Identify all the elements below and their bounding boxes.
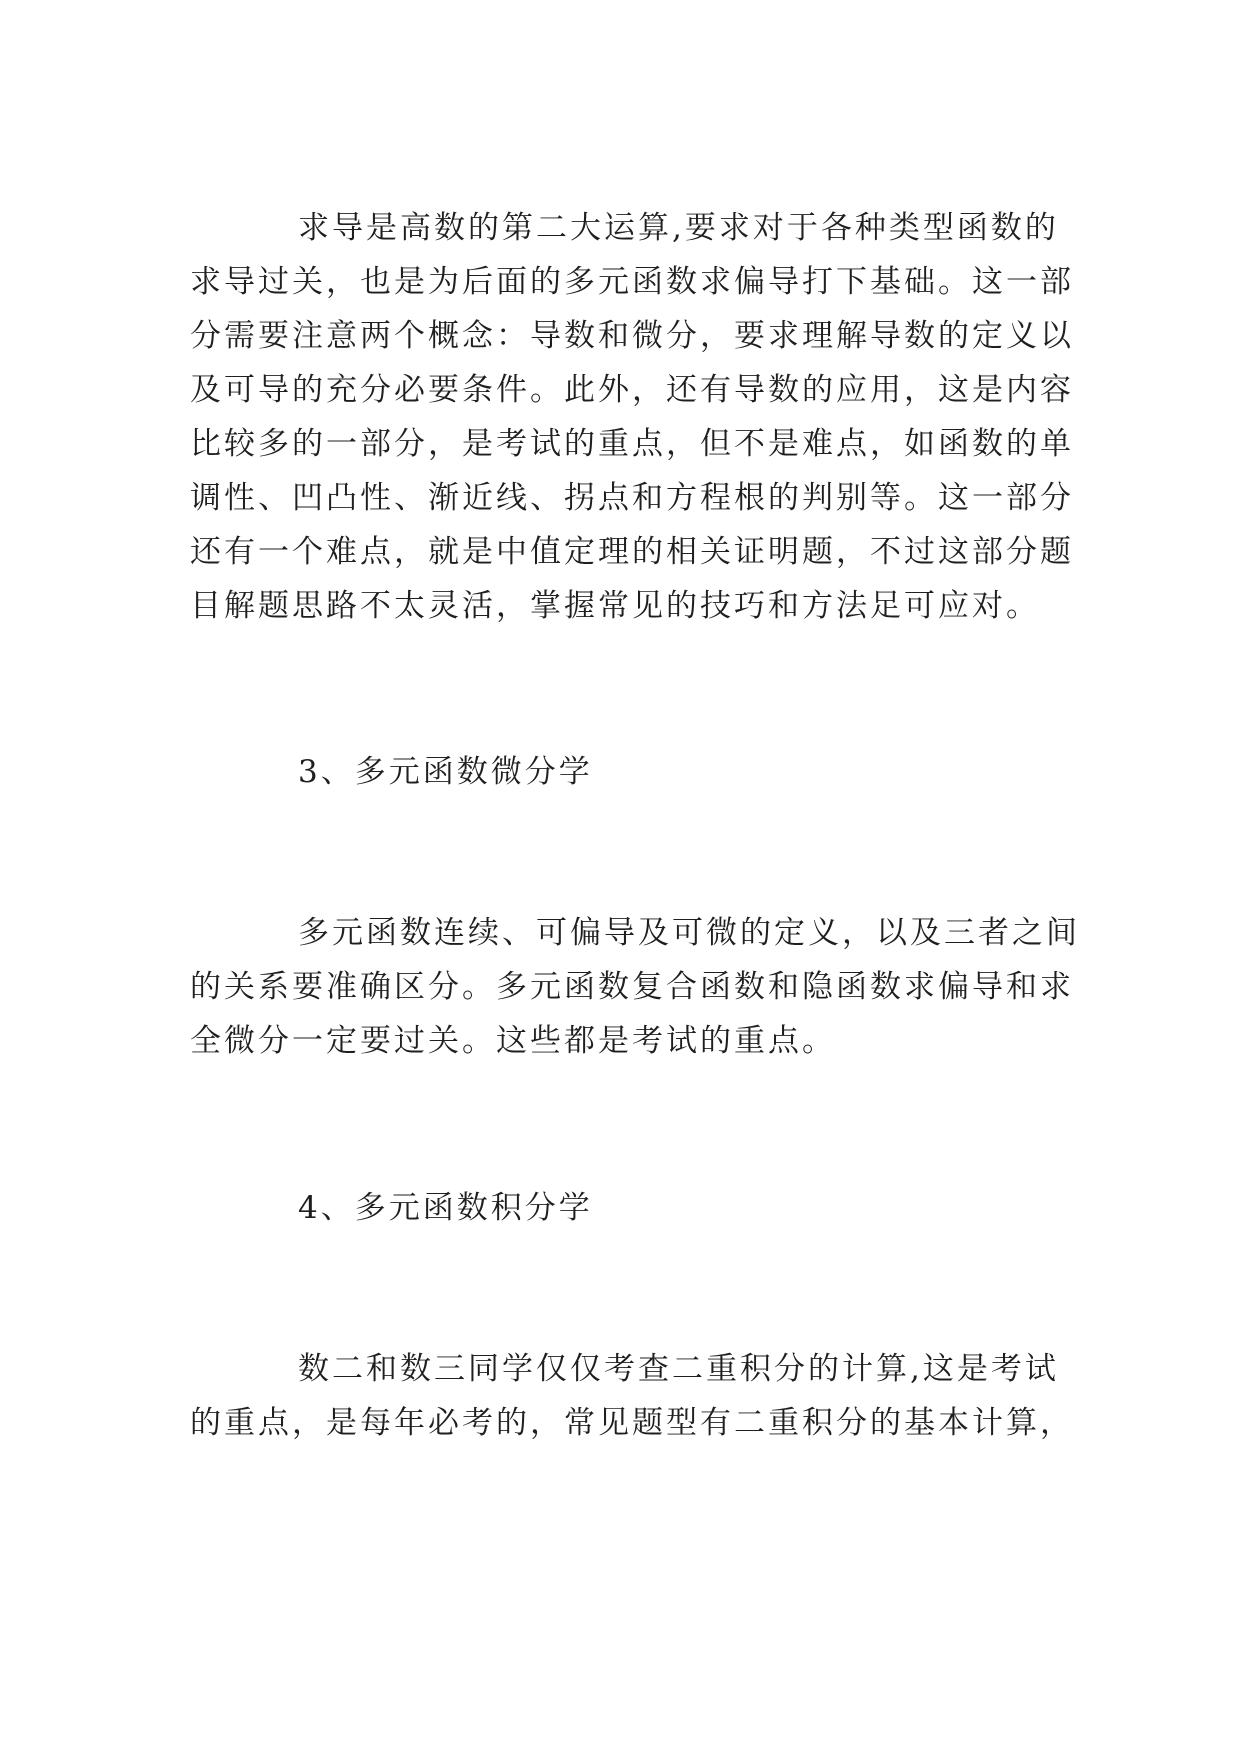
paragraph-line: 多元函数连续、可偏导及可微的定义，以及三者之间 xyxy=(298,915,1080,951)
paragraph-line: 目解题思路不太灵活，掌握常见的技巧和方法足可应对。 xyxy=(190,588,1040,624)
section-heading-multivariable-integral: 4、多元函数积分学 xyxy=(298,1190,593,1226)
paragraph-line: 比较多的一部分，是考试的重点，但不是难点，如函数的单 xyxy=(190,426,1074,462)
section-heading-multivariable-differential: 3、多元函数微分学 xyxy=(298,754,593,790)
paragraph-line: 还有一个难点，就是中值定理的相关证明题，不过这部分题 xyxy=(190,534,1074,570)
paragraph-line: 全微分一定要过关。这些都是考试的重点。 xyxy=(190,1023,836,1059)
paragraph-line: 求导是高数的第二大运算,要求对于各种类型函数的 xyxy=(298,210,1059,246)
paragraph-line: 调性、凹凸性、渐近线、拐点和方程根的判别等。这一部分 xyxy=(190,480,1074,516)
paragraph-line: 求导过关，也是为后面的多元函数求偏导打下基础。这一部 xyxy=(190,264,1074,300)
paragraph-line: 的关系要准确区分。多元函数复合函数和隐函数求偏导和求 xyxy=(190,969,1074,1005)
paragraph-line: 及可导的充分必要条件。此外，还有导数的应用，这是内容 xyxy=(190,372,1074,408)
paragraph-line: 的重点，是每年必考的，常见题型有二重积分的基本计算， xyxy=(190,1405,1074,1441)
paragraph-line: 分需要注意两个概念：导数和微分，要求理解导数的定义以 xyxy=(190,318,1074,354)
paragraph-line: 数二和数三同学仅仅考查二重积分的计算,这是考试 xyxy=(298,1351,1059,1387)
